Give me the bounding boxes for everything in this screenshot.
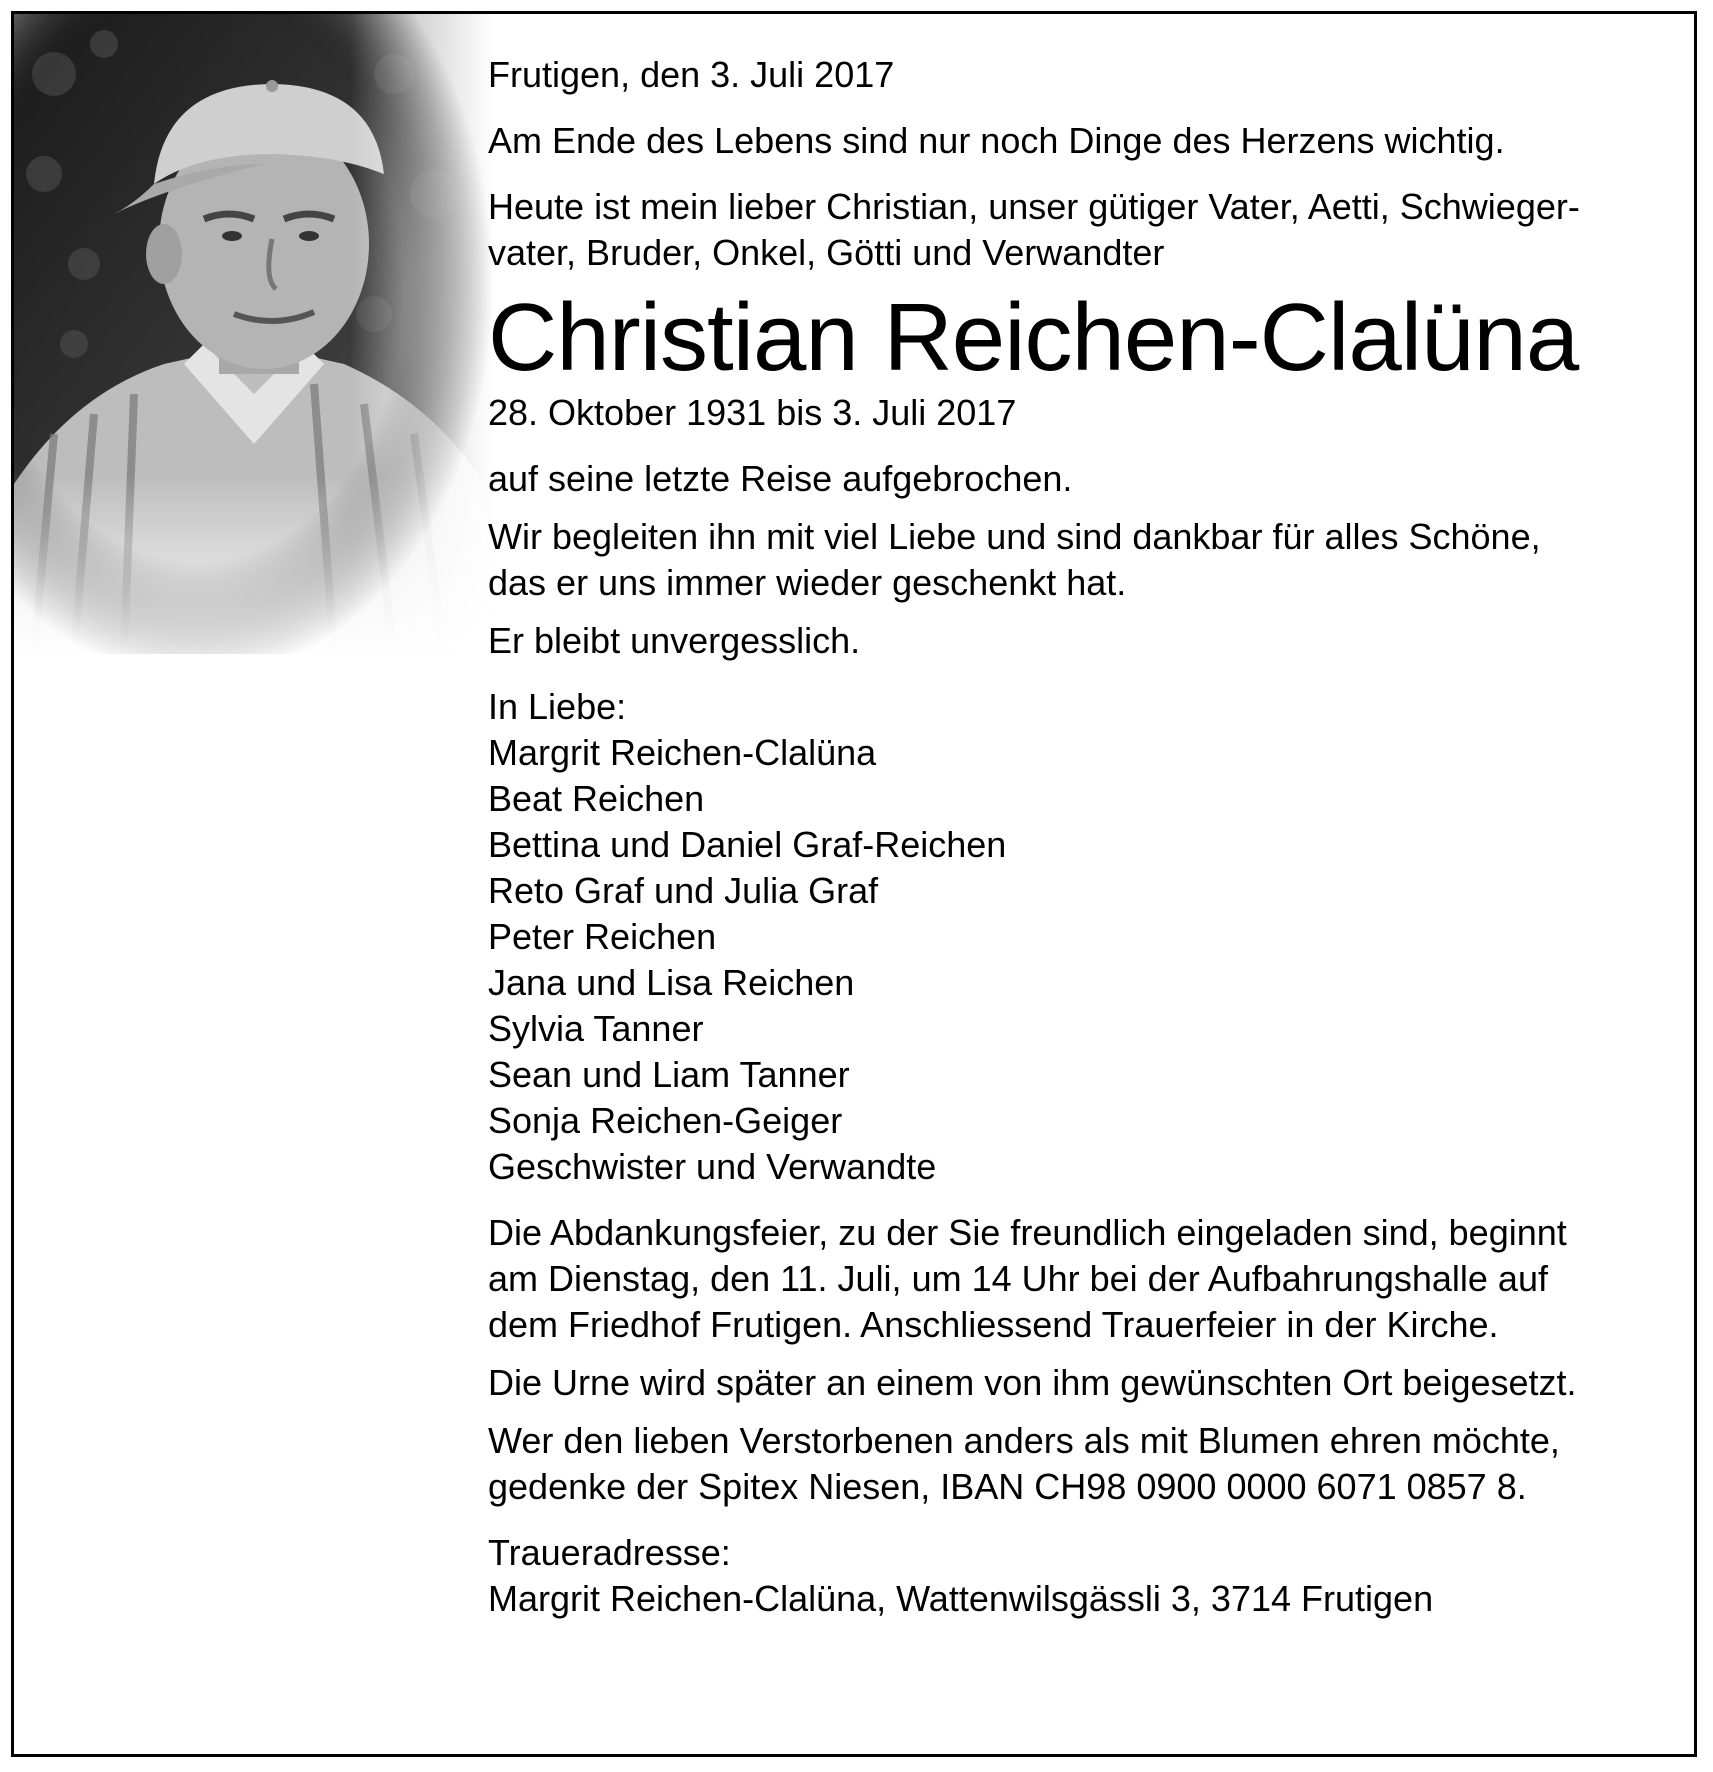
mourner-name: Sean und Liam Tanner [488,1054,850,1095]
address-line: Margrit Reichen-Clalüna, Wattenwilsgässli 3, 3714 Frutigen [488,1578,1434,1619]
life-dates: 28. Oktober 1931 bis 3. Juli 2017 [488,392,1017,433]
mourner-name: Reto Graf und Julia Graf [488,870,879,911]
place-date: Frutigen, den 3. Juli 2017 [488,54,895,95]
intro-line-1: Heute ist mein lieber Christian, unser gütiger Vater, Aetti, Schwieger- [488,186,1580,227]
obituary-frame [11,11,1697,1757]
donation-line-1: Wer den lieben Verstorbenen anders als mit Blumen ehren möchte, [488,1420,1560,1461]
ceremony-line-1: Die Abdankungsfeier, zu der Sie freundlich eingeladen sind, beginnt [488,1212,1567,1253]
portrait-photo [14,14,494,654]
mourner-name: Geschwister und Verwandte [488,1146,937,1187]
mourner-name: Bettina und Daniel Graf-Reichen [488,824,1007,865]
journey-text: auf seine letzte Reise aufgebrochen. [488,458,1073,499]
deceased-name: Christian Reichen-Clalüna [488,284,1579,391]
urn-text: Die Urne wird später an einem von ihm gewünschten Ort beigesetzt. [488,1362,1577,1403]
mourner-name: Sonja Reichen-Geiger [488,1100,843,1141]
thanks-line-2: das er uns immer wieder geschenkt hat. [488,562,1127,603]
ceremony-line-2: am Dienstag, den 11. Juli, um 14 Uhr bei der Aufbahrungshalle auf [488,1258,1548,1299]
mourner-name: Beat Reichen [488,778,705,819]
mourner-name: Margrit Reichen-Clalüna [488,732,877,773]
ceremony-line-3: dem Friedhof Frutigen. Anschliessend Trauerfeier in der Kirche. [488,1304,1499,1345]
mourner-name: Jana und Lisa Reichen [488,962,855,1003]
mourner-name: Peter Reichen [488,916,717,957]
memory-text: Er bleibt unvergesslich. [488,620,861,661]
obituary-text [488,52,1678,1622]
address-heading: Traueradresse: [488,1532,731,1573]
thanks-line-1: Wir begleiten ihn mit viel Liebe und sind dankbar für alles Schöne, [488,516,1541,557]
mourner-name: Sylvia Tanner [488,1008,704,1049]
donation-line-2: gedenke der Spitex Niesen, IBAN CH98 0900 0000 6071 0857 8. [488,1466,1527,1507]
intro-line-2: vater, Bruder, Onkel, Götti und Verwandter [488,232,1165,273]
mourners-heading: In Liebe: [488,686,627,727]
motto: Am Ende des Lebens sind nur noch Dinge des Herzens wichtig. [488,120,1505,161]
